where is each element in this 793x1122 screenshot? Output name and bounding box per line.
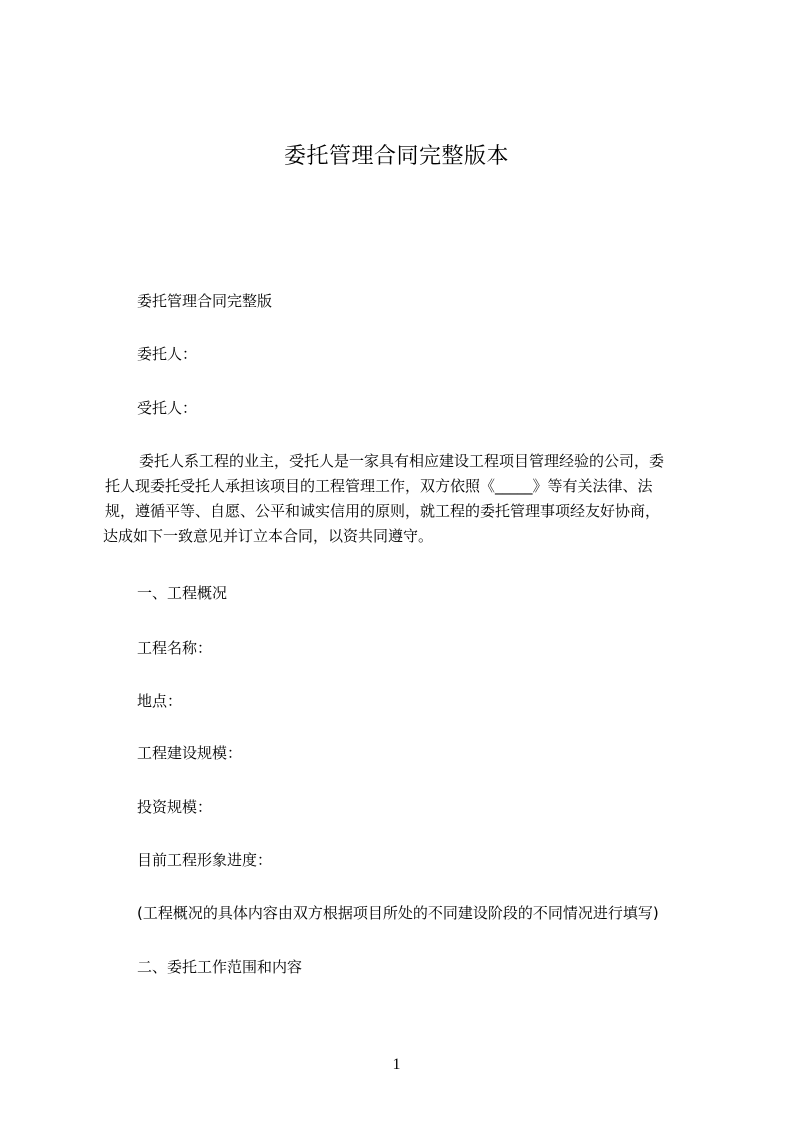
intro-paragraph (103, 449, 703, 549)
document-title: 委托管理合同完整版本 (283, 144, 509, 169)
section-heading-overview: 一、工程概况 (137, 584, 228, 602)
section-heading-scope: 二、委托工作范围和内容 (137, 958, 303, 976)
intro-line: 委托人系工程的业主，受托人是一家具有相应建设工程项目管理经验的公司，委 (139, 452, 665, 470)
contract-subtitle: 委托管理合同完整版 (137, 292, 273, 310)
intro-line: 规，遵循平等、自愿、公平和诚实信用的原则，就工程的委托管理事项经友好协商， (105, 502, 661, 520)
intro-line: 达成如下一致意见并订立本合同，以资共同遵守。 (103, 527, 434, 545)
trustee-label: 受托人： (137, 399, 198, 417)
investment-scale-label: 投资规模： (137, 798, 213, 816)
location-label: 地点： (137, 692, 183, 710)
progress-label: 目前工程形象进度： (137, 851, 273, 869)
page-number: 1 (392, 1056, 401, 1073)
principal-label: 委托人： (137, 345, 198, 363)
intro-line: 托人现委托受托人承担该项目的工程管理工作，双方依照《_____》等有关法律、法 (105, 477, 653, 495)
build-scale-label: 工程建设规模： (137, 744, 243, 762)
overview-note: (工程概况的具体内容由双方根据项目所处的不同建设阶段的不同情况进行填写) (137, 904, 659, 922)
project-name-label: 工程名称： (137, 639, 213, 657)
